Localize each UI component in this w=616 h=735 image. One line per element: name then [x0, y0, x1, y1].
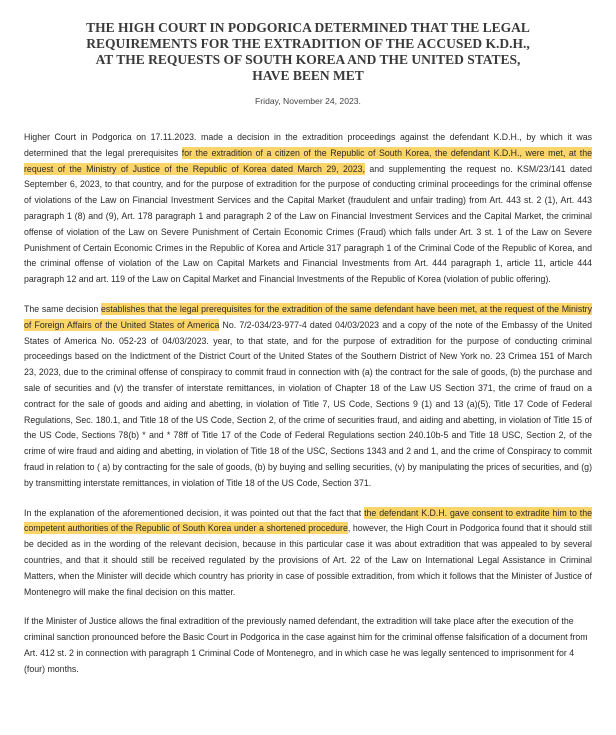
- article-date: Friday, November 24, 2023.: [255, 96, 361, 106]
- p1-text-before: Higher Court in Podgorica on 17.11.2023. made a decision in the extradition proceedings against the defendant K.D.H., by which it was determined that the legal prerequisites: [24, 132, 592, 158]
- paragraph-1: [24, 130, 592, 288]
- p3-highlight: the defendant K.D.H. gave consent to extradite him to the competent authorities of the Republic of South Korea under a shortened procedure: [24, 507, 592, 534]
- article-title: [60, 20, 556, 84]
- paragraph-4: If the Minister of Justice allows the final extradition of the previously named defendant, the extradition will take place after the execution of the criminal sanction pronounced before the Basic Court in Podgorica in the case against him for the criminal offense falsification of a document from Art. 412 st. 2 in connection with paragraph 1 Criminal Code of Montenegro, and in which case he was legally sentenced to imprisonment for 4 (four) months.: [24, 616, 588, 674]
- p2-text-before: The same decision: [24, 303, 101, 314]
- paragraph-3: [24, 506, 592, 601]
- p3-text-before: In the explanation of the aforementioned decision, it was pointed out that the fact that: [24, 507, 365, 518]
- p2-text-after: No. 7/2-034/23-977-4 dated 04/03/2023 and a copy of the note of the Embassy of the United States of America No. 052-23 of 04/03/2023. year, to that state, and for the purpose of extradition for the purpose of conducting criminal proceedings based on the Indictment of the District Court of the United States of the Southern District of New York no. 23 Crimea 151 of March 23, 2023, due to the criminal offense of conspiracy to commit fraud in connection with (a) the contract for the sale of goods, (b) the purchase and sale of securities and (v) the transfer of interstate remittances, in violation of Chapter 18 of the Law US Section 371, the crime of fraud on a contract for the sale of goods and aiding and abetting, in violation of Title 7, US Code, Sections 9 (1) and 13 (a)(5), Title 17 Code of Federal Regulations, Sec. 180.1, and Title 18 of the US Code, Section 2, of the crime of securities fraud, and aiding and abetting, in violation of Title 15 of the US Code, Sections 78(b) * and * 78ff of Title 17 of the Code of Federal Regulations section 240.10b-5 and Title 18 USC, Section 2, of the crime of wire fraud and aiding and abetting, in violation of Title 18 of the USC, Sections 1343 and 2 and 1, and the crime of Conspiracy to commit fraud in relation to ( a) by contracting for the sale of goods, (b) by buying and selling securities, (v) by manipulating the prices of securities, and (g) by transmitting interstate remittances, in violation of Title 18 of the US Code, Section 371.: [24, 319, 592, 488]
- p2-highlight: establishes that the legal prerequisites for the extradition of the same defendant have been met, at the request of the Ministry of Foreign Affairs of the United States of America: [24, 303, 592, 330]
- title-line: HAVE BEEN MET: [252, 68, 364, 83]
- title-line: AT THE REQUESTS OF SOUTH KOREA AND THE UNITED STATES,: [95, 52, 521, 67]
- p1-text-after: and supplementing the request no. KSM/23/141 dated September 6, 2023, to that country, and for the purpose of extradition for the purpose of conducting criminal proceedings for the criminal offense of violations of the Law on Financial Investment Services and the Capital Market (fraudulent and unfair trading) from Art. 443 st. 2 (1), Art. 443 paragraph 1 (8) and (9), Art. 178 paragraph 1 and paragraph 2 of the Law on Financial Investment Services and the Capital Market, the criminal offense of violation of the Law on Severe Punishment of Certain Economic Crimes (Fraud) which falls under Art. 3 st. 1 of the Law on Severe Punishment of Certain Economic Crimes in the Republic of Korea and Article 317 paragraph 1 of the Criminal Code of the Republic of Korea, and the criminal offense of violation of the Law on Capital Markets and Financial Investments from Art. 444 paragraph 1, article 11, article 444 paragraph 12 and art. 119 of the Law on Capital Market and Financial Investments of the Republic of Korea (violation of public offering).: [24, 163, 592, 285]
- p1-highlight: for the extradition of a citizen of the Republic of South Korea, the defendant K.D.H., were met, at the request of the Ministry of Justice of the Republic of Korea dated March 29, 2023,: [24, 147, 592, 174]
- p3-text-after: , however, the High Court in Podgorica found that it should still be decided as in the wording of the relevant decision, because in this particular case it was about extradition that was appealed to by several countries, and that it should still be received regulated by the provisions of Art. 22 of the Law on International Legal Assistance in Criminal Matters, when the Minister will decide which country has priority in case of possible extradition, from which it follows that the Minister of Justice of Montenegro will make the final decision on this matter.: [24, 523, 592, 597]
- title-line: THE HIGH COURT IN PODGORICA DETERMINED THAT THE LEGAL: [86, 20, 530, 35]
- title-line: REQUIREMENTS FOR THE EXTRADITION OF THE ACCUSED K.D.H.,: [86, 36, 530, 51]
- paragraph-2: [24, 302, 592, 492]
